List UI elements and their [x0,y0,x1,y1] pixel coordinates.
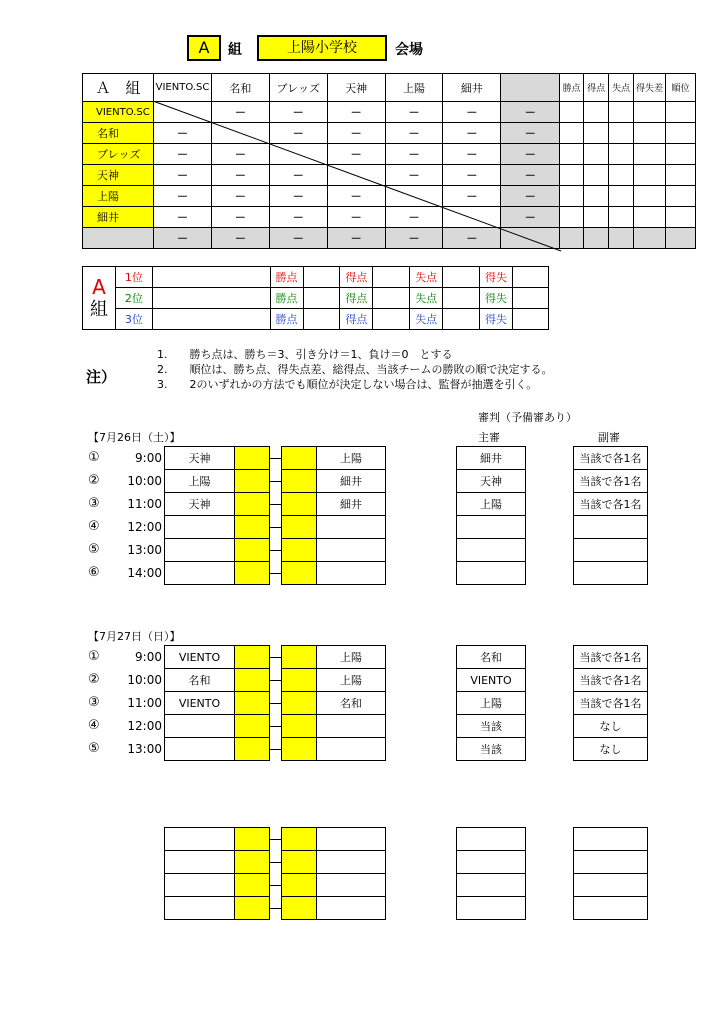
ranking-rank-label: 2位 [115,288,152,309]
result-cell: － [385,144,443,165]
away-score [281,645,317,669]
home-score [234,850,270,874]
game-number: ④ [88,718,100,733]
ranking-table [82,266,549,330]
home-team [164,873,235,897]
result-cell: － [211,207,269,228]
ranking-gd-label: 得失 [480,267,513,288]
stat-header: 勝点 [560,74,584,102]
home-score [234,896,270,920]
ranking-ga-label: 失点 [410,309,443,330]
result-cell: － [501,186,560,207]
away-score [281,446,317,470]
ranking-value-cell [512,288,548,309]
away-score [281,714,317,738]
result-cell: － [501,165,560,186]
home-score [234,691,270,715]
home-score [234,645,270,669]
home-score [234,827,270,851]
score-separator [270,839,281,840]
game-number: ② [88,473,100,488]
home-score [234,469,270,493]
away-score [281,538,317,562]
away-team [316,873,386,897]
away-team [316,561,386,585]
main-referee [456,850,526,874]
sub-referee [573,827,648,851]
ranking-pts-label: 勝点 [270,267,303,288]
result-cell: － [327,123,385,144]
game-number: ④ [88,519,100,534]
away-team [316,515,386,539]
away-team: 細井 [316,469,386,493]
sub-referee [573,850,648,874]
result-cell: － [443,186,501,207]
sub-referee [573,896,648,920]
main-referee: VIENTO [456,668,526,692]
league-col-header: VIENTO.SC [153,74,211,102]
result-cell: － [327,186,385,207]
result-cell: － [211,102,269,123]
ranking-ga-label: 失点 [410,267,443,288]
ranking-gf-label: 得点 [340,288,373,309]
home-team [164,827,235,851]
league-col-header: 名和 [211,74,269,102]
result-cell: － [501,207,560,228]
main-referee: 名和 [456,645,526,669]
league-row-team: 天神 [83,165,154,186]
stat-header: 失点 [609,74,634,102]
home-team [164,737,235,761]
stat-header: 得点 [584,74,609,102]
main-referee [456,561,526,585]
home-team [164,538,235,562]
home-team [164,561,235,585]
ranking-value-cell [373,309,410,330]
home-team: 上陽 [164,469,235,493]
away-team: 上陽 [316,446,386,470]
result-cell: － [269,102,327,123]
away-score [281,873,317,897]
day1-date: 【7月26日（土）】 [88,431,181,444]
day2-date: 【7月27日（日）】 [88,630,181,643]
result-cell: － [385,102,443,123]
ranking-pts-label: 勝点 [270,309,303,330]
stat-header: 順位 [666,74,696,102]
ranking-value-cell [152,309,270,330]
score-separator [270,573,281,574]
notes-label: 注） [86,368,117,386]
main-referee-header: 主審 [478,431,500,444]
game-time: 9:00 [135,451,162,465]
venue-label: 会場 [395,42,423,58]
sub-referee: なし [573,714,648,738]
result-cell: － [153,165,211,186]
sub-referee-header: 副審 [598,431,620,444]
result-cell: － [153,186,211,207]
ranking-rank-label: 1位 [115,267,152,288]
result-cell: － [443,102,501,123]
home-score [234,737,270,761]
ranking-value-cell [443,267,480,288]
game-time: 11:00 [127,696,162,710]
score-separator [270,703,281,704]
result-cell: － [211,186,269,207]
away-team: 細井 [316,492,386,516]
sub-referee: 当該で各1名 [573,668,648,692]
home-team: 天神 [164,492,235,516]
away-team [316,896,386,920]
sub-referee: なし [573,737,648,761]
main-referee [456,538,526,562]
ranking-value-cell [512,267,548,288]
result-cell: － [269,123,327,144]
ranking-gf-label: 得点 [340,309,373,330]
result-cell: － [385,207,443,228]
note-2: 2. 順位は、勝ち点、得失点差、総得点、当該チームの勝敗の順で決定する。 [157,363,553,376]
result-cell: － [211,165,269,186]
ranking-value-cell [303,267,340,288]
result-cell: － [501,102,560,123]
diagonal-line [82,73,696,252]
ranking-value-cell [152,288,270,309]
ranking-value-cell [303,288,340,309]
league-corner: Ａ 組 [83,74,154,102]
main-referee [456,827,526,851]
result-cell: － [269,207,327,228]
home-team [164,896,235,920]
game-time: 9:00 [135,650,162,664]
game-number: ⑤ [88,741,100,756]
main-referee [456,873,526,897]
game-time: 14:00 [127,566,162,580]
sub-referee [573,538,648,562]
home-score [234,538,270,562]
home-team: 天神 [164,446,235,470]
league-col-header: 細井 [443,74,501,102]
result-cell: － [443,123,501,144]
home-score [234,714,270,738]
score-separator [270,749,281,750]
game-time: 10:00 [127,474,162,488]
result-cell: － [443,165,501,186]
home-team: 名和 [164,668,235,692]
league-col-header: ブレッズ [269,74,327,102]
result-cell: － [211,144,269,165]
result-cell: － [443,144,501,165]
home-score [234,668,270,692]
home-score [234,561,270,585]
score-separator [270,726,281,727]
home-team [164,850,235,874]
away-score [281,668,317,692]
game-number: ⑤ [88,542,100,557]
main-referee: 当該 [456,737,526,761]
result-cell: － [327,144,385,165]
ranking-value-cell [443,288,480,309]
group-label: 組 [228,42,242,58]
venue-box: 上陽小学校 [257,35,387,61]
score-separator [270,527,281,528]
main-referee: 上陽 [456,492,526,516]
main-referee: 当該 [456,714,526,738]
game-number: ② [88,672,100,687]
score-separator [270,885,281,886]
result-cell: － [327,102,385,123]
ranking-group-letter: A [92,275,106,300]
away-score [281,691,317,715]
away-team [316,714,386,738]
sub-referee [573,515,648,539]
home-score [234,492,270,516]
result-cell: － [501,144,560,165]
note-3: 3. 2のいずれかの方法でも順位が決定しない場合は、監督が抽選を引く。 [157,378,538,391]
main-referee [456,515,526,539]
ranking-ga-label: 失点 [410,288,443,309]
game-time: 13:00 [127,742,162,756]
result-cell: － [153,123,211,144]
score-separator [270,657,281,658]
away-score [281,827,317,851]
main-referee: 細井 [456,446,526,470]
result-cell: － [269,165,327,186]
home-score [234,446,270,470]
away-team: 上陽 [316,645,386,669]
league-table [82,73,696,252]
home-team: VIENTO [164,645,235,669]
score-separator [270,550,281,551]
away-score [281,469,317,493]
away-score [281,737,317,761]
home-team: VIENTO [164,691,235,715]
note-1: 1. 勝ち点は、勝ち＝3、引き分け＝1、負け＝0 とする [157,348,453,361]
away-score [281,850,317,874]
score-separator [270,680,281,681]
result-cell: － [327,228,385,249]
result-cell: － [385,165,443,186]
ranking-group-label: 組 [89,299,108,321]
referee-title: 審判（予備審あり） [478,411,577,424]
result-cell: － [269,186,327,207]
result-cell: － [153,144,211,165]
away-score [281,492,317,516]
away-team [316,538,386,562]
game-number: ③ [88,496,100,511]
home-team [164,515,235,539]
ranking-gf-label: 得点 [340,267,373,288]
score-separator [270,458,281,459]
group-letter-box: A [187,35,221,61]
result-cell: － [443,228,501,249]
ranking-group [83,267,116,330]
sub-referee [573,873,648,897]
away-team [316,827,386,851]
game-number: ③ [88,695,100,710]
score-separator [270,481,281,482]
away-score [281,896,317,920]
ranking-gd-label: 得失 [480,309,513,330]
league-row-team: 細井 [83,207,154,228]
result-cell: － [153,228,211,249]
game-time: 11:00 [127,497,162,511]
score-separator [270,504,281,505]
home-score [234,515,270,539]
game-time: 13:00 [127,543,162,557]
result-cell: － [385,228,443,249]
league-row-team: VIENTO.SC [83,102,154,123]
sub-referee: 当該で各1名 [573,645,648,669]
sub-referee: 当該で各1名 [573,492,648,516]
result-cell: － [501,123,560,144]
away-team: 名和 [316,691,386,715]
away-score [281,515,317,539]
ranking-gd-label: 得失 [480,288,513,309]
ranking-value-cell [512,309,548,330]
ranking-value-cell [443,309,480,330]
result-cell: － [385,123,443,144]
home-team [164,714,235,738]
sub-referee [573,561,648,585]
main-referee: 上陽 [456,691,526,715]
stat-header: 得失差 [634,74,666,102]
main-referee: 天神 [456,469,526,493]
result-cell: － [269,228,327,249]
home-score [234,873,270,897]
league-col-header: 上陽 [385,74,443,102]
game-time: 10:00 [127,673,162,687]
away-team [316,737,386,761]
league-row-team: ブレッズ [83,144,154,165]
result-cell: － [211,228,269,249]
game-number: ① [88,649,100,664]
ranking-value-cell [303,309,340,330]
game-number: ⑥ [88,565,100,580]
away-team: 上陽 [316,668,386,692]
league-row-team: 上陽 [83,186,154,207]
result-cell: － [153,207,211,228]
sub-referee: 当該で各1名 [573,446,648,470]
ranking-rank-label: 3位 [115,309,152,330]
sub-referee: 当該で各1名 [573,691,648,715]
result-cell: － [327,207,385,228]
main-referee [456,896,526,920]
score-separator [270,862,281,863]
ranking-value-cell [373,288,410,309]
ranking-value-cell [152,267,270,288]
sub-referee: 当該で各1名 [573,469,648,493]
score-separator [270,908,281,909]
league-row-team: 名和 [83,123,154,144]
game-time: 12:00 [127,719,162,733]
game-number: ① [88,450,100,465]
away-score [281,561,317,585]
ranking-value-cell [373,267,410,288]
ranking-pts-label: 勝点 [270,288,303,309]
away-team [316,850,386,874]
league-col-header: 天神 [327,74,385,102]
game-time: 12:00 [127,520,162,534]
